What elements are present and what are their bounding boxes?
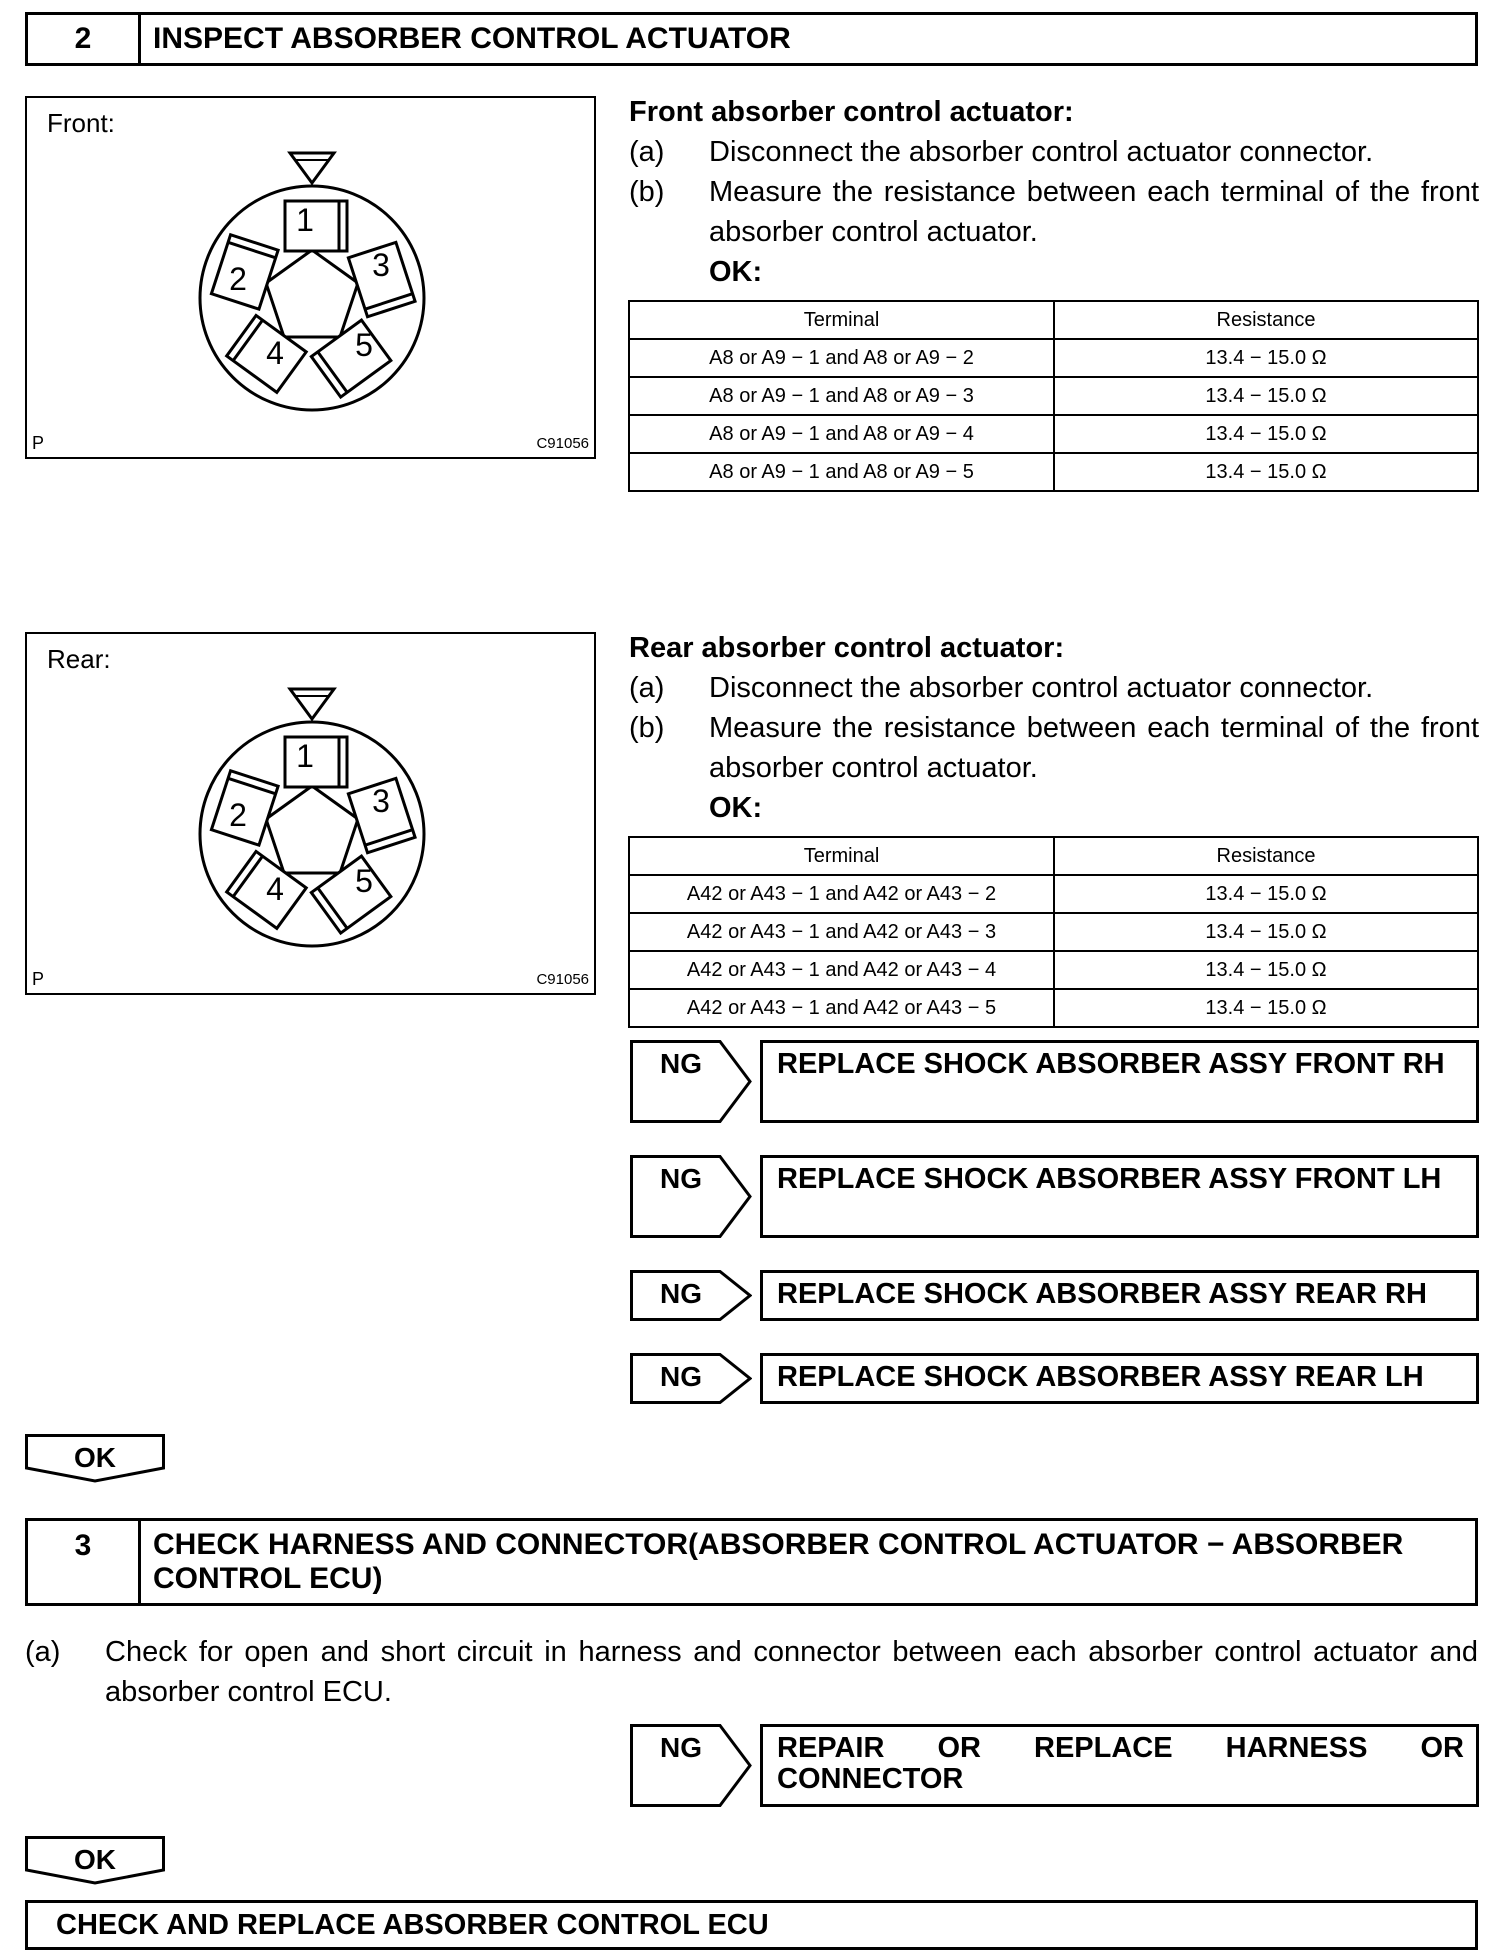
resistance-cell: 13.4 − 15.0 Ω	[1054, 913, 1478, 951]
pin-4-label: 4	[266, 335, 284, 371]
section-heading: Rear absorber control actuator:	[629, 632, 1065, 664]
figure-corner-mark: P	[32, 969, 45, 989]
table-row	[629, 377, 1478, 415]
figure-label: Front:	[47, 108, 115, 138]
resistance-cell: 13.4 − 15.0 Ω	[1054, 377, 1478, 415]
pin-4-label: 4	[266, 871, 284, 907]
ng-action-harness	[630, 1724, 1479, 1807]
ng-action-text: REPLACE SHOCK ABSORBER ASSY FRONT LH	[760, 1155, 1479, 1238]
pin-2-label: 2	[229, 797, 247, 833]
resistance-cell: 13.4 − 15.0 Ω	[1054, 453, 1478, 491]
ng-arrow	[630, 1040, 752, 1123]
figure-label: Rear:	[47, 644, 111, 674]
front-resistance-table	[628, 300, 1479, 492]
table-row	[629, 913, 1478, 951]
final-step-box: CHECK AND REPLACE ABSORBER CONTROL ECU	[25, 1900, 1478, 1950]
instruction-step	[25, 1632, 1478, 1712]
terminal-cell: A42 or A43 − 1 and A42 or A43 − 5	[629, 989, 1054, 1027]
step-3-instructions	[25, 1632, 1478, 1712]
figure-code: C91056	[536, 435, 589, 452]
step-text: Measure the resistance between each terminal of the front absorber control actuator.	[709, 712, 1479, 784]
ok-label: OK:	[709, 256, 763, 288]
step-label: (a)	[629, 136, 665, 168]
terminal-cell: A42 or A43 − 1 and A42 or A43 − 3	[629, 913, 1054, 951]
ng-action-rear-rh	[630, 1270, 1479, 1321]
step-2-header	[25, 12, 1478, 66]
ok-flow-tab	[25, 1434, 165, 1484]
ng-action-front-rh	[630, 1040, 1479, 1123]
step-label: (b)	[629, 176, 665, 208]
ng-tag: NG	[660, 1278, 702, 1309]
table-row	[629, 989, 1478, 1027]
step-title: INSPECT ABSORBER CONTROL ACTUATOR	[153, 22, 791, 55]
terminal-cell: A42 or A43 − 1 and A42 or A43 − 4	[629, 951, 1054, 989]
instruction-step	[629, 708, 1479, 788]
resistance-cell: 13.4 − 15.0 Ω	[1054, 951, 1478, 989]
rear-resistance-table	[628, 836, 1479, 1028]
step-number: 2	[28, 15, 141, 63]
ng-arrow	[630, 1353, 752, 1404]
ng-arrow	[630, 1724, 752, 1807]
column-header: Terminal	[629, 301, 1054, 339]
ng-tag: NG	[660, 1163, 702, 1194]
column-header: Resistance	[1054, 301, 1478, 339]
pin-3-label: 3	[372, 783, 390, 819]
instruction-step	[629, 172, 1479, 252]
ng-action-text: REPAIR OR REPLACE HARNESS OR CONNECTOR	[760, 1724, 1479, 1807]
instruction-step	[629, 668, 1479, 708]
step-text: Check for open and short circuit in harness and connector between each absorber control actuator and absorber control ECU.	[105, 1636, 1478, 1708]
table-header-row	[629, 301, 1478, 339]
figure-code: C91056	[536, 971, 589, 988]
front-instructions	[629, 92, 1479, 292]
column-header: Terminal	[629, 837, 1054, 875]
instruction-step	[629, 132, 1479, 172]
ng-tag: NG	[660, 1732, 702, 1763]
step-3-header	[25, 1518, 1478, 1606]
ng-action-text: REPLACE SHOCK ABSORBER ASSY REAR RH	[760, 1270, 1479, 1321]
ok-tab-label: OK	[74, 1442, 116, 1473]
ng-tag: NG	[660, 1361, 702, 1392]
ok-tab-label: OK	[74, 1844, 116, 1875]
table-row	[629, 453, 1478, 491]
ng-tag: NG	[660, 1048, 702, 1079]
terminal-cell: A8 or A9 − 1 and A8 or A9 − 5	[629, 453, 1054, 491]
ng-arrow	[630, 1270, 752, 1321]
ng-action-text: REPLACE SHOCK ABSORBER ASSY FRONT RH	[760, 1040, 1479, 1123]
resistance-cell: 13.4 − 15.0 Ω	[1054, 415, 1478, 453]
ok-flow-tab	[25, 1836, 165, 1886]
pin-3-label: 3	[372, 247, 390, 283]
step-label: (a)	[629, 672, 665, 704]
ng-action-rear-lh	[630, 1353, 1479, 1404]
pin-2-label: 2	[229, 261, 247, 297]
front-connector-figure	[25, 96, 596, 459]
ng-action-front-lh	[630, 1155, 1479, 1238]
terminal-cell: A8 or A9 − 1 and A8 or A9 − 2	[629, 339, 1054, 377]
step-title: CHECK HARNESS AND CONNECTOR(ABSORBER CONTROL ACTUATOR − ABSORBER CONTROL ECU)	[153, 1528, 1404, 1595]
step-label: (a)	[25, 1636, 61, 1668]
resistance-cell: 13.4 − 15.0 Ω	[1054, 875, 1478, 913]
table-header-row	[629, 837, 1478, 875]
ng-arrow	[630, 1155, 752, 1238]
pin-5-label: 5	[355, 327, 373, 363]
step-number: 3	[28, 1521, 141, 1603]
rear-instructions	[629, 628, 1479, 828]
pin-1-label: 1	[296, 738, 314, 774]
resistance-cell: 13.4 − 15.0 Ω	[1054, 339, 1478, 377]
step-text: Disconnect the absorber control actuator connector.	[709, 672, 1374, 704]
table-row	[629, 339, 1478, 377]
table-row	[629, 951, 1478, 989]
connector-diagram	[27, 634, 598, 997]
resistance-cell: 13.4 − 15.0 Ω	[1054, 989, 1478, 1027]
terminal-cell: A42 or A43 − 1 and A42 or A43 − 2	[629, 875, 1054, 913]
step-text: Disconnect the absorber control actuator connector.	[709, 136, 1374, 168]
step-text: Measure the resistance between each terminal of the front absorber control actuator.	[709, 176, 1479, 248]
rear-connector-figure	[25, 632, 596, 995]
pin-5-label: 5	[355, 863, 373, 899]
pin-1-label: 1	[296, 202, 314, 238]
section-heading: Front absorber control actuator:	[629, 96, 1074, 128]
table-row	[629, 875, 1478, 913]
ng-action-text: REPLACE SHOCK ABSORBER ASSY REAR LH	[760, 1353, 1479, 1404]
ok-label: OK:	[709, 792, 763, 824]
column-header: Resistance	[1054, 837, 1478, 875]
terminal-cell: A8 or A9 − 1 and A8 or A9 − 4	[629, 415, 1054, 453]
terminal-cell: A8 or A9 − 1 and A8 or A9 − 3	[629, 377, 1054, 415]
step-label: (b)	[629, 712, 665, 744]
table-row	[629, 415, 1478, 453]
connector-diagram	[27, 98, 598, 461]
figure-corner-mark: P	[32, 433, 45, 453]
